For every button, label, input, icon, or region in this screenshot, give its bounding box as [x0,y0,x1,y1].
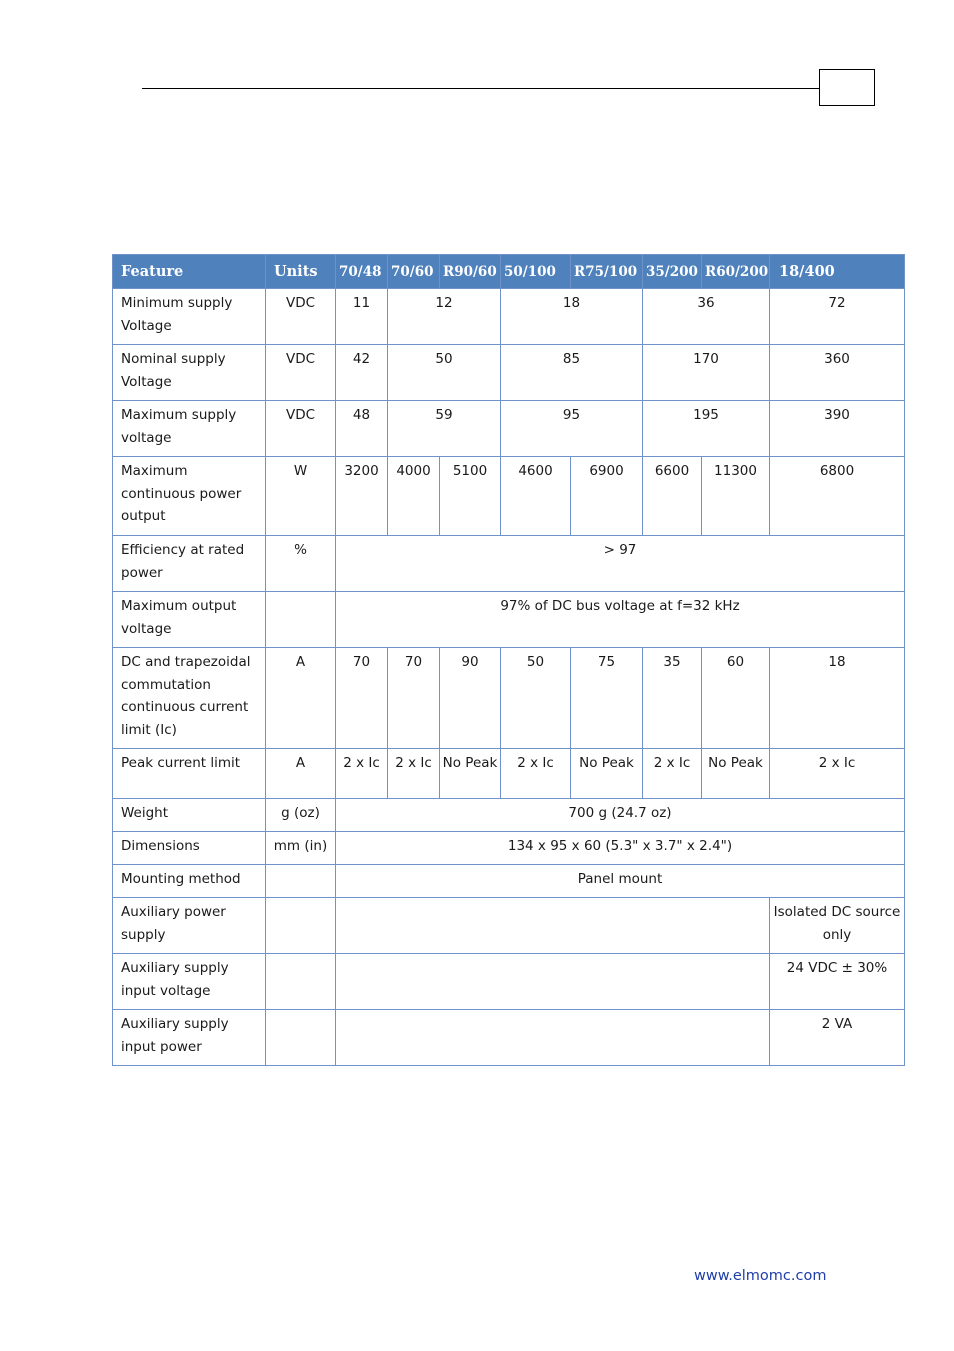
units-cell [266,1010,336,1066]
specifications-table [112,254,905,1066]
header-r75-100: R75/100 [571,255,643,289]
value-cell: No Peak [440,749,501,799]
feature-cell: Auxiliary supply input power [113,1010,266,1066]
feature-cell: Auxiliary supply input voltage [113,954,266,1010]
value-cell: 11300 [702,457,770,536]
value-cell: 50 [501,648,571,749]
table-row [113,457,905,536]
header-rule [142,88,820,89]
units-cell: A [266,749,336,799]
value-cell: 60 [702,648,770,749]
value-cell: 35 [643,648,702,749]
units-cell: g (oz) [266,799,336,832]
table-row [113,1010,905,1066]
feature-cell: Weight [113,799,266,832]
value-cell: 70 [336,648,388,749]
table-row [113,865,905,898]
value-cell: 170 [643,345,770,401]
header-feature: Feature [113,255,266,289]
value-cell: 70 [388,648,440,749]
empty-cell [336,954,770,1010]
table-row [113,898,905,954]
units-cell [266,954,336,1010]
table-row [113,749,905,799]
units-cell [266,592,336,648]
value-cell: 72 [770,289,905,345]
value-cell: 6600 [643,457,702,536]
units-cell: VDC [266,401,336,457]
value-cell: 2 x Ic [501,749,571,799]
units-cell: mm (in) [266,832,336,865]
feature-cell: Auxiliary power supply [113,898,266,954]
table-row [113,592,905,648]
value-cell: 2 x Ic [643,749,702,799]
header-70-60: 70/60 [388,255,440,289]
value-cell: 12 [388,289,501,345]
empty-cell [336,1010,770,1066]
value-cell: 24 VDC ± 30% [770,954,905,1010]
units-cell: VDC [266,345,336,401]
table-row [113,289,905,345]
value-cell: 42 [336,345,388,401]
value-cell: 6800 [770,457,905,536]
units-cell: W [266,457,336,536]
table-row [113,832,905,865]
header-r90-60: R90/60 [440,255,501,289]
table-header-row [113,255,905,289]
value-cell: 5100 [440,457,501,536]
feature-cell: DC and trapezoidal commutation continuous current limit (Ic) [113,648,266,749]
value-cell: 36 [643,289,770,345]
value-cell: 4600 [501,457,571,536]
value-cell: 134 x 95 x 60 (5.3" x 3.7" x 2.4") [336,832,905,865]
feature-cell: Nominal supply Voltage [113,345,266,401]
footer-website-link[interactable]: www.elmomc.com [694,1268,827,1284]
value-cell: 95 [501,401,643,457]
value-cell: 700 g (24.7 oz) [336,799,905,832]
value-cell: No Peak [571,749,643,799]
header-units: Units [266,255,336,289]
header-35-200: 35/200 [643,255,702,289]
value-cell: 97% of DC bus voltage at f=32 kHz [336,592,905,648]
units-cell: % [266,536,336,592]
value-cell: Panel mount [336,865,905,898]
feature-cell: Mounting method [113,865,266,898]
value-cell: 3200 [336,457,388,536]
value-cell: 11 [336,289,388,345]
feature-cell: Efficiency at rated power [113,536,266,592]
header-70-48: 70/48 [336,255,388,289]
value-cell: 4000 [388,457,440,536]
feature-cell: Maximum continuous power output [113,457,266,536]
value-cell: 2 x Ic [388,749,440,799]
value-cell: 48 [336,401,388,457]
value-cell: 6900 [571,457,643,536]
empty-cell [336,898,770,954]
header-r60-200: R60/200 [702,255,770,289]
units-cell [266,865,336,898]
value-cell: 18 [770,648,905,749]
value-cell: 75 [571,648,643,749]
feature-cell: Minimum supply Voltage [113,289,266,345]
value-cell: 18 [501,289,643,345]
feature-cell: Maximum output voltage [113,592,266,648]
table-row [113,799,905,832]
value-cell: No Peak [702,749,770,799]
value-cell: 2 VA [770,1010,905,1066]
feature-cell: Dimensions [113,832,266,865]
value-cell: 90 [440,648,501,749]
value-cell: 50 [388,345,501,401]
table-row [113,648,905,749]
value-cell: 195 [643,401,770,457]
units-cell: VDC [266,289,336,345]
value-cell: 85 [501,345,643,401]
feature-cell: Maximum supply voltage [113,401,266,457]
value-cell: 2 x Ic [770,749,905,799]
value-cell: 2 x Ic [336,749,388,799]
value-cell: Isolated DC source only [770,898,905,954]
table-row [113,954,905,1010]
table-row [113,401,905,457]
value-cell: > 97 [336,536,905,592]
value-cell: 59 [388,401,501,457]
header-18-400: 18/400 [770,255,905,289]
header-50-100: 50/100 [501,255,571,289]
feature-cell: Peak current limit [113,749,266,799]
value-cell: 360 [770,345,905,401]
page-number-box [819,69,875,106]
units-cell: A [266,648,336,749]
table-row [113,345,905,401]
table-row [113,536,905,592]
units-cell [266,898,336,954]
value-cell: 390 [770,401,905,457]
